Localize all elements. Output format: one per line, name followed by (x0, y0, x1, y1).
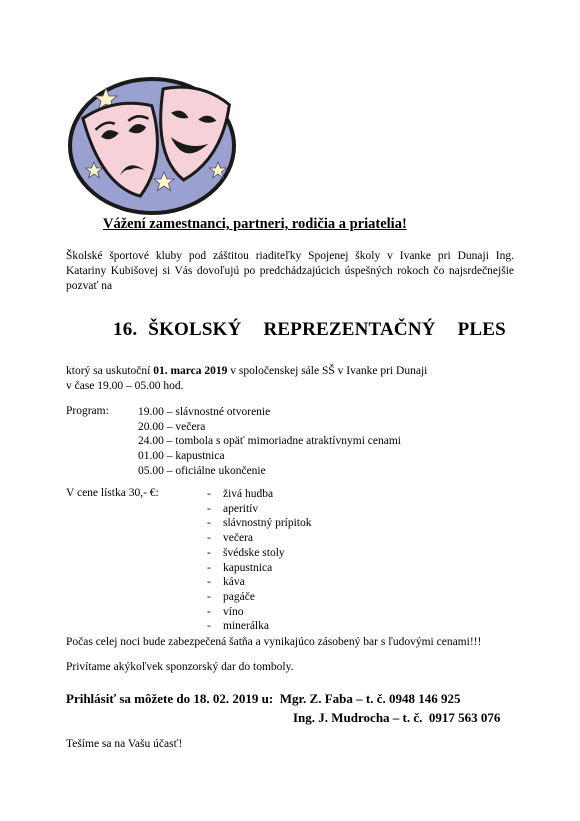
list-dash: - (207, 620, 211, 633)
event-venue-line (66, 364, 427, 379)
list-item (207, 516, 312, 531)
intro-line-3: pozvať na (66, 280, 113, 292)
program-list (138, 405, 401, 479)
list-item (207, 546, 312, 561)
list-dash: - (207, 488, 211, 500)
list-item-label: pagáče (223, 590, 255, 603)
program-item: 24.00 – tombola s opäť mimoriadne atraktívnymi cenami (138, 435, 401, 448)
list-item-label: živá hudba (223, 488, 274, 500)
list-item (207, 590, 312, 605)
list-item-label: švédske stoly (223, 546, 285, 559)
when-prefix: ktorý sa uskutoční (66, 365, 154, 377)
ticket-price-label: V cene lístka 30,- €: (66, 487, 159, 499)
list-item-label: slávnostný prípitok (223, 517, 312, 530)
theatre-masks-icon (68, 70, 244, 218)
program-item: 20.00 – večera (138, 420, 206, 433)
program-item: 05.00 – oficiálne ukončenie (138, 464, 266, 477)
program-item: 19.00 – slávnostné otvorenie (138, 406, 271, 418)
ticket-includes-list (207, 487, 312, 634)
list-item-label: aperitív (223, 502, 259, 515)
list-item (207, 575, 312, 590)
list-item-label: víno (223, 605, 244, 618)
registration-row-1 (66, 689, 500, 708)
event-title (113, 319, 506, 341)
contact-faba: Mgr. Z. Faba – t. č. 0948 146 925 (279, 691, 461, 706)
greeting-heading: Vážení zamestnanci, partneri, rodičia a priatelia! (103, 216, 407, 232)
list-item (207, 561, 312, 576)
list-item-label: kapustnica (223, 561, 273, 574)
list-item (207, 531, 312, 546)
list-dash: - (207, 576, 211, 589)
event-time: v čase 19.00 – 05.00 hod. (66, 380, 184, 392)
program-label: Program: (66, 405, 109, 417)
list-item-label: káva (223, 576, 245, 589)
list-dash: - (207, 590, 211, 603)
registration-row-2 (66, 708, 500, 727)
event-date: 01. marca 2019 (153, 365, 228, 377)
registration-lead: Prihlásiť sa môžete do 18. 02. 2019 u: (66, 691, 274, 706)
intro-paragraph (66, 249, 514, 294)
bar-info-paragraph: Počas celej noci bude zabezpečená šatňa a vynikajúco zásobený bar s ľudovými cenami!!! (66, 636, 482, 648)
list-item-label: minerálka (223, 620, 269, 633)
list-item (207, 605, 312, 620)
list-item (207, 487, 312, 502)
list-dash: - (207, 561, 211, 574)
list-item (207, 502, 312, 517)
sponsor-paragraph: Privítame akýkoľvek sponzorský dar do tomboly. (66, 661, 294, 673)
intro-line-1: Školské športové kluby pod záštitou riaditeľky Spojenej školy v Ivanke pri Dunaji Ing. (66, 250, 514, 262)
registration-block (66, 689, 500, 727)
program-item: 01.00 – kapustnica (138, 450, 225, 463)
closing-line: Tešíme sa na Vašu účasť! (66, 738, 183, 750)
contact-mudrocha: Ing. J. Mudrocha – t. č. 0917 563 076 (293, 710, 501, 725)
list-item-label: večera (223, 532, 253, 545)
list-dash: - (207, 517, 211, 530)
event-title-text: 16. ŠKOLSKÝ REPREZENTAČNÝ PLES (113, 319, 506, 340)
intro-line-2: Katariny Kubišovej si Vás dovoľujú po predchádzajúcich úspešných rokoch čo najsrdečnejšie (66, 265, 514, 277)
list-dash: - (207, 532, 211, 545)
event-when (66, 364, 427, 394)
list-dash: - (207, 502, 211, 515)
list-dash: - (207, 546, 211, 559)
list-dash: - (207, 605, 211, 618)
when-suffix: v spoločenskej sále SŠ v Ivanke pri Dunaji (227, 365, 428, 377)
list-item (207, 619, 312, 634)
